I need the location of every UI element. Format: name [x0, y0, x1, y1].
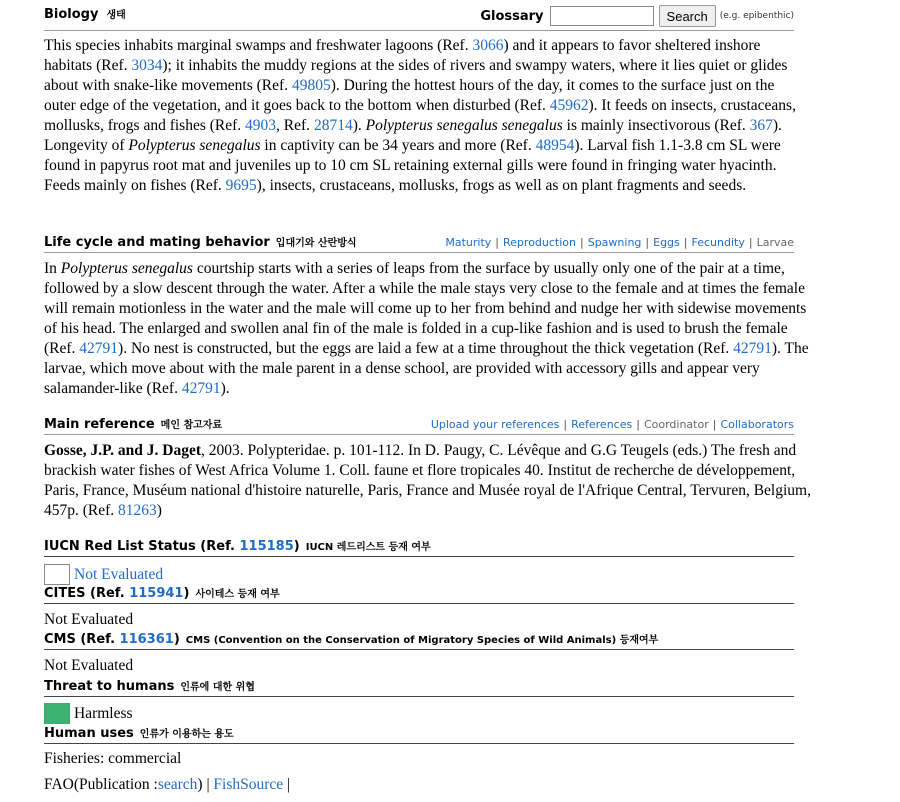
mainref-links: Upload your references | References | Coordinator | Collaborators [430, 418, 794, 431]
lifecycle-text: In Polypterus senegalus courtship starts with a series of leaps from the surface by usually only one of the pair at a time, followed by a slow descent through the water. After a while the male stays very close to the female and at times the female will remain motionless in the water and the male will come up to her from behind and nudge her with sidewise movements of his head. The enlarged and swollen anal fin of the male is folded in a cup-like fashion and is used to brush the female (Ref. 42791). No nest is constructed, but the eggs are laid a few at a time throughout the thick vegetation (Ref. 42791). The larvae, which move about with the male parent in a dense school, are provided with accessory gills and appear very salamander-like (Ref. 42791). [44, 260, 809, 397]
references-link[interactable]: References [571, 418, 633, 431]
cms-status: Not Evaluated [44, 657, 134, 674]
fao-search-link[interactable]: search [157, 776, 198, 793]
ref-link[interactable]: 49805 [291, 77, 331, 94]
link-larvae: Larvae [756, 236, 794, 249]
ref-link[interactable]: 3034 [131, 57, 163, 74]
cites-title: CITES (Ref. 115941) 사이테스 등재 여부 [44, 586, 280, 601]
collaborators-link[interactable]: Collaborators [720, 418, 794, 431]
cms-header [44, 629, 794, 650]
iucn-status-link[interactable]: Not Evaluated [74, 565, 164, 583]
ref-link[interactable]: 81263 [118, 502, 157, 519]
upload-references-link[interactable]: Upload your references [430, 418, 560, 431]
biology-header [44, 0, 794, 31]
ref-link[interactable]: 4903 [245, 117, 277, 134]
coordinator-label: Coordinator [643, 418, 709, 431]
uses-header [44, 723, 794, 744]
ref-link[interactable]: 116361 [119, 632, 174, 647]
link-reproduction[interactable]: Reproduction [503, 236, 576, 249]
cites-status: Not Evaluated [44, 611, 134, 628]
mainref-title: Main reference 메인 참고자료 [44, 417, 223, 432]
ref-link[interactable]: 115185 [239, 539, 294, 554]
ref-link[interactable]: 367 [749, 117, 773, 134]
threat-status-label: Harmless [74, 704, 133, 722]
glossary-hint: (e.g. epibenthic) [719, 11, 794, 21]
ref-link[interactable]: 42791 [181, 380, 221, 397]
biology-title: Biology 생태 [44, 7, 126, 22]
ref-link[interactable]: 9695 [225, 177, 257, 194]
glossary-search [480, 5, 794, 27]
uses-title: Human uses 인류가 이용하는 용도 [44, 726, 234, 741]
mainref-header [44, 414, 794, 435]
ref-link[interactable]: 42791 [733, 340, 772, 357]
fao-line: FAO(Publication : search ) | FishSource | [44, 776, 291, 793]
threat-status [44, 703, 133, 724]
fishsource-link[interactable]: FishSource [213, 776, 284, 793]
ref-link[interactable]: 28714 [313, 117, 353, 134]
iucn-title: IUCN Red List Status (Ref. 115185) IUCN 레드리스트 등재 여부 [44, 539, 431, 554]
link-spawning[interactable]: Spawning [587, 236, 642, 249]
ref-link[interactable]: 45962 [549, 97, 589, 114]
threat-title: Threat to humans 인류에 대한 위협 [44, 679, 255, 694]
link-eggs[interactable]: Eggs [653, 236, 680, 249]
cites-header [44, 583, 794, 604]
lifecycle-title: Life cycle and mating behavior 입대기와 산란방식 [44, 235, 357, 250]
status-box [44, 564, 70, 585]
biology-text: This species inhabits marginal swamps and freshwater lagoons (Ref. 3066) and it appears to favor sheltered inshore habitats (Ref. 3034); it inhabits the muddy regions at the sides of rivers and swampy waters, where it lies quiet or glides about with snake-like movements (Ref. 49805). During the hottest hours of the day, it comes to the surface just on the outer edge of the vegetation, and it goes back to the bottom when disturbed (Ref. 45962). It feeds on insects, crustaceans, mollusks, frogs and fishes (Ref. 4903, Ref. 28714). Polypterus senegalus senegalus is mainly insectivorous (Ref. 367). Longevity of Polypterus senegalus in captivity can be 34 years and more (Ref. 48954). Larval fish 1.1-3.8 cm SL were found in papyrus root mat and juveniles up to 10 cm SL retaining external gills were found in fringing water hyacinth. Feeds mainly on fishes (Ref. 9695), insects, crustaceans, mollusks, frogs as well as on plant fragments and seeds. [44, 37, 796, 194]
ref-link[interactable]: 48954 [535, 137, 575, 154]
iucn-header [44, 536, 794, 557]
lifecycle-links: Maturity | Reproduction | Spawning | Eggs | Fecundity | Larvae [445, 236, 794, 249]
glossary-label: Glossary [480, 8, 544, 24]
cms-title: CMS (Ref. 116361) CMS (Convention on the Conservation of Migratory Species of Wild Animals) 등재여부 [44, 632, 659, 647]
fisheries-line: Fisheries: commercial [44, 750, 182, 767]
lifecycle-header [44, 232, 794, 253]
link-maturity[interactable]: Maturity [445, 236, 492, 249]
ref-link[interactable]: 115941 [129, 586, 184, 601]
ref-link[interactable]: 3066 [472, 37, 504, 54]
ref-link[interactable]: 42791 [79, 340, 119, 357]
glossary-input[interactable] [550, 6, 654, 26]
threat-header [44, 676, 794, 697]
glossary-search-button[interactable]: Search [659, 5, 716, 27]
biology-title-ko: 생태 [106, 10, 126, 21]
iucn-status [44, 564, 163, 585]
mainref-text: Gosse, J.P. and J. Daget, 2003. Polypteridae. p. 101-112. In D. Paugy, C. Lévêque and G.G Teugels (eds.) The fresh and brackish water fishes of West Africa Volume 1. Coll. faune et flore tropicales 40. Institut de recherche de développement, Paris, France, Muséum national d'histoire naturelle, Paris, France and Musée royal de l'Afrique Central, Tervuren, Belgium, 457p. (Ref. 81263) [44, 442, 811, 519]
link-fecundity[interactable]: Fecundity [691, 236, 745, 249]
harmless-color-box [44, 703, 70, 724]
